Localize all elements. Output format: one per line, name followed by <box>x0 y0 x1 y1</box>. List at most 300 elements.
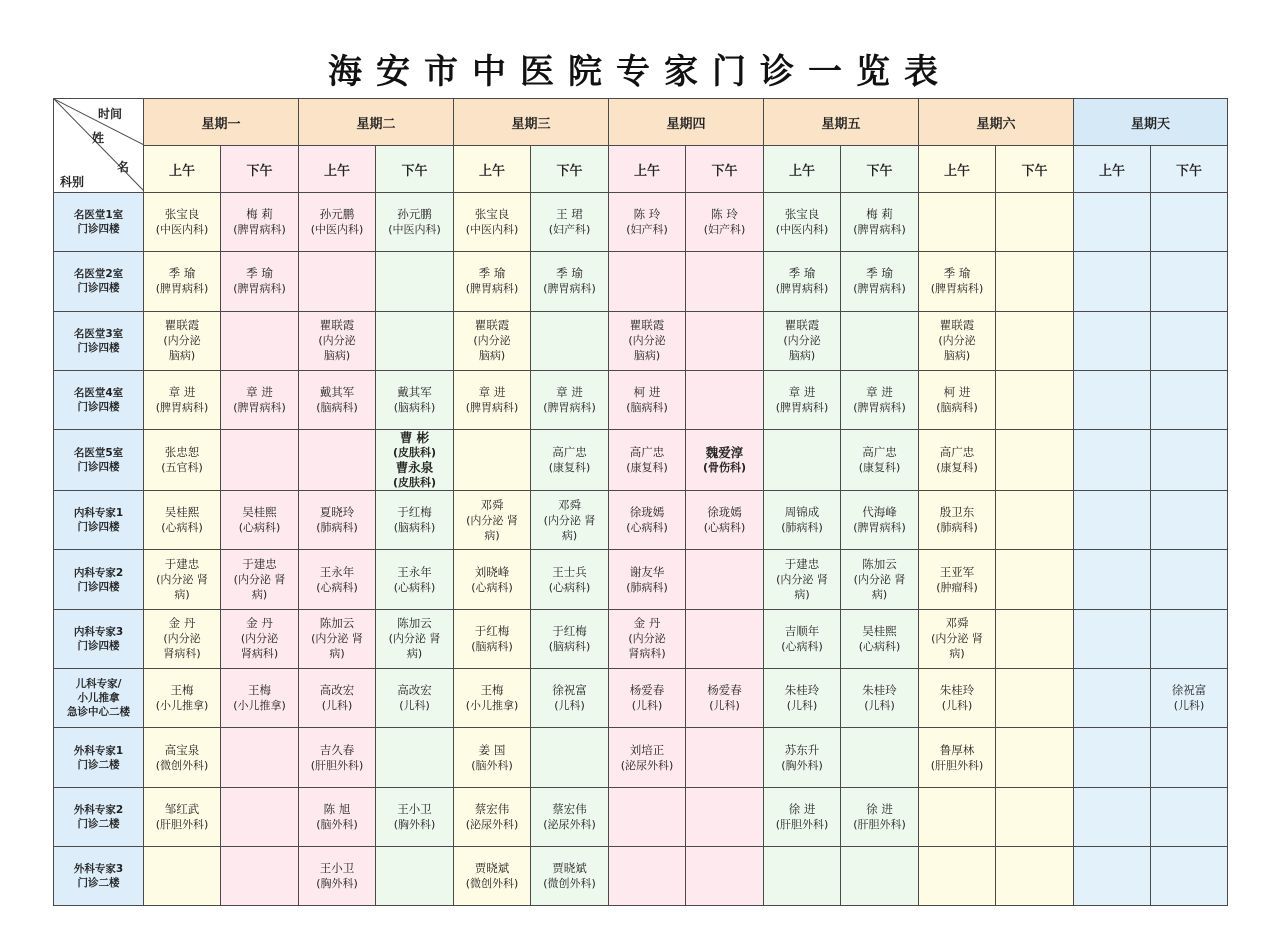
specialty: (泌尿外科) <box>543 817 596 831</box>
schedule-cell <box>454 370 531 429</box>
schedule-cell <box>144 787 221 846</box>
doctor-name: 章 进 <box>788 385 816 400</box>
schedule-cell <box>1074 609 1151 668</box>
doctor-name: 徐祝富 <box>1171 683 1207 698</box>
doctor-name: 杨爱春 <box>707 683 742 698</box>
schedule-cell <box>1074 193 1151 252</box>
schedule-cell <box>531 728 609 787</box>
doctor-name: 朱桂玲 <box>939 683 975 698</box>
doctor-name: 孙元鹏 <box>397 207 432 222</box>
schedule-cell <box>1074 787 1151 846</box>
schedule-cell <box>841 728 919 787</box>
schedule-row <box>54 491 1228 550</box>
specialty: (脑病科) <box>936 401 978 415</box>
specialty: (内分泌 <box>240 632 279 646</box>
schedule-cell <box>531 550 609 609</box>
schedule-cell <box>299 311 376 370</box>
specialty: (五官科) <box>161 461 203 475</box>
schedule-body <box>54 193 1228 906</box>
schedule-cell <box>686 193 764 252</box>
schedule-cell <box>1074 430 1151 491</box>
pm-header: 下午 <box>686 146 764 193</box>
doctor-name: 姜 国 <box>478 742 506 757</box>
schedule-cell <box>764 252 841 311</box>
schedule-cell <box>686 311 764 370</box>
schedule-cell <box>531 491 609 550</box>
schedule-cell <box>1074 370 1151 429</box>
room-label-line: 急诊中心二楼 <box>67 706 130 719</box>
schedule-cell <box>1074 669 1151 728</box>
specialty: 脑病) <box>633 349 661 363</box>
room-label-line: 门诊二楼 <box>77 877 120 890</box>
page-title: 海安市中医院专家门诊一览表 <box>328 52 952 92</box>
schedule-cell <box>299 193 376 252</box>
specialty: (脾胃病科) <box>775 401 829 415</box>
room-label <box>54 430 144 491</box>
schedule-cell <box>299 787 376 846</box>
corner-name-label-1: 姓 <box>92 131 105 145</box>
room-label <box>54 669 144 728</box>
doctor-name: 夏晓玲 <box>319 505 355 520</box>
room-label-line: 门诊四楼 <box>77 341 120 354</box>
specialty: (心病科) <box>781 639 823 653</box>
doctor-name: 鲁厚林 <box>939 742 975 757</box>
doctor-name: 谢友华 <box>629 564 665 579</box>
specialty: 病) <box>484 528 500 542</box>
schedule-cell <box>686 430 764 491</box>
specialty: (微创外科) <box>155 758 209 772</box>
doctor-name: 蔡宏伟 <box>552 801 587 816</box>
doctor-name: 于建忠 <box>164 557 200 572</box>
doctor-name: 邓舜 <box>558 497 581 512</box>
schedule-cell <box>1151 430 1228 491</box>
schedule-cell <box>299 430 376 491</box>
schedule-cell <box>1074 252 1151 311</box>
room-label-line: 外科专家2 <box>73 803 124 816</box>
doctor-name: 苏东升 <box>784 742 820 757</box>
specialty: (妇产科) <box>703 223 746 237</box>
specialty: (泌尿外科) <box>465 817 519 831</box>
doctor-name: 孙元鹏 <box>319 207 355 222</box>
schedule-cell <box>144 846 221 905</box>
specialty: (儿科) <box>709 699 740 713</box>
doctor-name: 于建忠 <box>242 557 277 572</box>
schedule-cell <box>841 193 919 252</box>
doctor-name: 高广忠 <box>862 445 897 460</box>
schedule-row <box>54 311 1228 370</box>
schedule-cell <box>841 370 919 429</box>
specialty: (儿科) <box>786 699 818 713</box>
schedule-cell <box>996 193 1074 252</box>
specialty: (内分泌 肾 <box>853 573 906 587</box>
specialty: (内分泌 肾 <box>388 632 441 646</box>
schedule-cell <box>144 550 221 609</box>
corner-dept-label: 科别 <box>60 175 85 189</box>
doctor-name: 徐珑嫣 <box>629 505 665 520</box>
doctor-name: 高广忠 <box>552 445 587 460</box>
doctor-name: 陈 玲 <box>633 207 661 222</box>
schedule-cell <box>299 252 376 311</box>
doctor-name: 季 瑜 <box>788 266 816 281</box>
doctor-name: 魏爱淳 <box>705 445 744 461</box>
schedule-cell <box>919 311 996 370</box>
specialty: (脑外科) <box>316 817 358 831</box>
schedule-cell <box>996 311 1074 370</box>
pm-header: 下午 <box>1151 146 1228 193</box>
schedule-cell <box>686 728 764 787</box>
room-label-line: 门诊四楼 <box>77 223 120 236</box>
doctor-name: 张忠恕 <box>164 445 200 460</box>
specialty: (儿科) <box>941 699 973 713</box>
specialty: (肺病科) <box>626 580 668 594</box>
room-label <box>54 846 144 905</box>
day-header-row <box>54 99 1228 146</box>
schedule-cell <box>376 787 454 846</box>
specialty: (儿科) <box>1173 699 1205 713</box>
doctor-name: 徐珑嫣 <box>707 505 742 520</box>
schedule-cell <box>1151 193 1228 252</box>
schedule-cell <box>1151 787 1228 846</box>
doctor-name: 瞿联霞 <box>939 318 975 333</box>
specialty: (儿科) <box>864 699 895 713</box>
schedule-cell <box>221 550 299 609</box>
half-day-header-row <box>54 146 1228 193</box>
specialty: (内分泌 肾 <box>776 573 828 587</box>
schedule-cell <box>144 609 221 668</box>
specialty: (心病科) <box>548 580 591 594</box>
schedule-cell <box>996 370 1074 429</box>
specialty: (脾胃病科) <box>543 282 596 296</box>
schedule-cell <box>996 609 1074 668</box>
doctor-name: 刘晓峰 <box>474 564 510 579</box>
schedule-table <box>53 98 1228 906</box>
doctor-name: 贾晓斌 <box>474 861 510 876</box>
schedule-cell <box>1151 370 1228 429</box>
doctor-name: 柯 进 <box>943 385 971 400</box>
doctor-name: 高宝泉 <box>164 742 200 757</box>
room-label <box>54 370 144 429</box>
specialty: (内分泌 <box>783 334 821 348</box>
specialty: (脾胃病科) <box>155 282 209 296</box>
doctor-name: 王梅 <box>480 683 504 698</box>
doctor-name: 陈加云 <box>862 557 897 572</box>
schedule-cell <box>144 370 221 429</box>
doctor-name: 陈 玲 <box>711 207 738 222</box>
schedule-cell <box>376 846 454 905</box>
doctor-name: 瞿联霞 <box>629 318 665 333</box>
schedule-row <box>54 669 1228 728</box>
doctor-name: 陈加云 <box>397 616 432 631</box>
specialty: (肝胆外科) <box>155 817 209 831</box>
schedule-cell <box>531 669 609 728</box>
schedule-cell <box>376 252 454 311</box>
corner-time-label: 时间 <box>98 107 123 121</box>
schedule-cell <box>764 430 841 491</box>
schedule-cell <box>996 669 1074 728</box>
room-label-line: 门诊四楼 <box>77 282 120 295</box>
schedule-cell <box>686 609 764 668</box>
specialty: (内分泌 <box>163 632 201 646</box>
schedule-row <box>54 370 1228 429</box>
doctor-name: 王梅 <box>170 683 194 698</box>
schedule-cell <box>686 669 764 728</box>
pm-header: 下午 <box>531 146 609 193</box>
am-header: 上午 <box>454 146 531 193</box>
doctor-name: 陈加云 <box>319 616 355 631</box>
doctor-name: 于红梅 <box>552 623 587 638</box>
schedule-cell <box>919 846 996 905</box>
room-label-line: 名医堂3室 <box>73 327 124 340</box>
doctor-name: 曹永泉 <box>395 460 434 476</box>
doctor-name: 金 丹 <box>168 616 196 631</box>
schedule-cell <box>221 609 299 668</box>
schedule-cell <box>609 430 686 491</box>
schedule-cell <box>1151 609 1228 668</box>
schedule-cell <box>221 252 299 311</box>
schedule-cell <box>1074 728 1151 787</box>
schedule-cell <box>609 787 686 846</box>
schedule-cell <box>764 311 841 370</box>
room-label-line: 门诊四楼 <box>77 521 120 534</box>
doctor-name: 吴桂熙 <box>242 505 277 520</box>
doctor-name: 徐祝富 <box>552 683 587 698</box>
doctor-name: 高改宏 <box>319 683 355 698</box>
schedule-cell <box>1074 311 1151 370</box>
room-label <box>54 252 144 311</box>
schedule-cell <box>1074 846 1151 905</box>
specialty: (脾胃病科) <box>465 401 519 415</box>
specialty: 肾病科) <box>163 647 201 661</box>
schedule-row <box>54 787 1228 846</box>
schedule-cell <box>1151 311 1228 370</box>
room-label <box>54 787 144 846</box>
specialty: 脑病) <box>788 349 816 363</box>
specialty: (胸外科) <box>393 817 436 831</box>
room-label-line: 名医堂5室 <box>73 447 124 460</box>
schedule-cell <box>454 491 531 550</box>
schedule-cell <box>996 491 1074 550</box>
specialty: (脑病科) <box>548 639 591 653</box>
schedule-cell <box>376 669 454 728</box>
specialty: 病) <box>794 588 810 602</box>
specialty: (内分泌 <box>473 334 511 348</box>
doctor-name: 吴桂熙 <box>862 623 897 638</box>
doctor-name: 代海峰 <box>862 505 897 520</box>
schedule-cell <box>919 787 996 846</box>
schedule-cell <box>531 193 609 252</box>
schedule-cell <box>609 491 686 550</box>
room-label-line: 门诊二楼 <box>77 817 120 830</box>
schedule-cell <box>299 669 376 728</box>
schedule-cell <box>841 252 919 311</box>
doctor-name: 高广忠 <box>939 445 975 460</box>
specialty: (中医内科) <box>388 223 441 237</box>
schedule-cell <box>144 193 221 252</box>
schedule-cell <box>764 193 841 252</box>
specialty: (儿科) <box>399 699 430 713</box>
specialty: (胸外科) <box>781 758 823 772</box>
specialty: (康复科) <box>548 461 591 475</box>
schedule-row <box>54 193 1228 252</box>
room-label-line: 内科专家2 <box>73 566 124 579</box>
schedule-cell <box>764 728 841 787</box>
specialty: (心病科) <box>471 580 513 594</box>
room-label <box>54 311 144 370</box>
specialty: (康复科) <box>936 461 978 475</box>
specialty: (内分泌 <box>628 632 666 646</box>
specialty: 病) <box>251 588 268 602</box>
specialty: 脑病) <box>168 349 196 363</box>
specialty: (内分泌 肾 <box>233 573 286 587</box>
schedule-cell <box>919 491 996 550</box>
specialty: (心病科) <box>703 521 746 535</box>
schedule-cell <box>996 728 1074 787</box>
doctor-name: 瞿联霞 <box>474 318 510 333</box>
day-header-3: 星期三 <box>454 99 609 146</box>
schedule-cell <box>1151 252 1228 311</box>
schedule-cell <box>686 491 764 550</box>
room-label-line: 小儿推拿 <box>77 692 120 705</box>
doctor-name: 梅 莉 <box>866 207 893 222</box>
schedule-cell <box>454 430 531 491</box>
schedule-cell <box>454 669 531 728</box>
specialty: (皮肤科) <box>392 476 437 490</box>
specialty: (心病科) <box>238 521 281 535</box>
schedule-cell <box>531 846 609 905</box>
schedule-cell <box>531 252 609 311</box>
doctor-name: 瞿联霞 <box>784 318 820 333</box>
schedule-cell <box>686 550 764 609</box>
specialty: (康复科) <box>626 461 668 475</box>
specialty: (肿瘤科) <box>936 580 978 594</box>
schedule-cell <box>609 846 686 905</box>
room-label-line: 儿科专家/ <box>75 678 122 691</box>
schedule-cell <box>919 728 996 787</box>
schedule-cell <box>299 370 376 429</box>
doctor-name: 季 瑜 <box>246 266 273 281</box>
schedule-cell <box>841 430 919 491</box>
room-label-line: 名医堂1室 <box>73 209 124 222</box>
doctor-name: 季 瑜 <box>943 266 971 281</box>
specialty: (内分泌 肾 <box>156 573 208 587</box>
doctor-name: 曹 彬 <box>399 430 430 446</box>
schedule-cell <box>299 728 376 787</box>
room-label <box>54 193 144 252</box>
specialty: (中医内科) <box>155 223 209 237</box>
day-header-2: 星期二 <box>299 99 454 146</box>
schedule-row <box>54 609 1228 668</box>
am-header: 上午 <box>609 146 686 193</box>
specialty: (脾胃病科) <box>543 401 596 415</box>
doctor-name: 王永年 <box>397 564 432 579</box>
schedule-cell <box>919 370 996 429</box>
doctor-name: 吉久春 <box>319 742 355 757</box>
specialty: (脾胃病科) <box>233 282 286 296</box>
doctor-name: 王小卫 <box>397 801 432 816</box>
doctor-name: 徐 进 <box>788 801 816 816</box>
schedule-cell <box>1151 669 1228 728</box>
schedule-cell <box>454 252 531 311</box>
schedule-cell <box>764 787 841 846</box>
room-label-line: 名医堂4室 <box>73 387 124 400</box>
pm-header: 下午 <box>376 146 454 193</box>
doctor-name: 戴其军 <box>397 385 432 400</box>
doctor-name: 于红梅 <box>474 623 510 638</box>
schedule-cell <box>1151 491 1228 550</box>
doctor-name: 梅 莉 <box>246 207 273 222</box>
doctor-name: 高广忠 <box>629 445 665 460</box>
pm-header: 下午 <box>996 146 1074 193</box>
schedule-cell <box>841 311 919 370</box>
specialty: (心病科) <box>626 521 668 535</box>
schedule-cell <box>1151 846 1228 905</box>
doctor-name: 章 进 <box>866 385 893 400</box>
corner-header <box>54 99 144 193</box>
room-label-line: 门诊四楼 <box>77 401 120 414</box>
doctor-name: 季 瑜 <box>478 266 506 281</box>
specialty: (肝胆外科) <box>775 817 829 831</box>
schedule-cell <box>841 846 919 905</box>
room-label-line: 门诊四楼 <box>77 580 120 593</box>
specialty: (儿科) <box>321 699 353 713</box>
schedule-row <box>54 252 1228 311</box>
doctor-name: 邓舜 <box>945 616 969 631</box>
doctor-name: 张宝良 <box>784 207 820 222</box>
schedule-cell <box>841 669 919 728</box>
doctor-name: 殷卫东 <box>939 505 975 520</box>
specialty: (脾胃病科) <box>233 401 286 415</box>
room-label-line: 内科专家3 <box>73 625 124 638</box>
schedule-cell <box>376 430 454 491</box>
room-label-line: 门诊二楼 <box>77 758 120 771</box>
schedule-cell <box>764 370 841 429</box>
schedule-cell <box>609 609 686 668</box>
schedule-row <box>54 430 1228 491</box>
schedule-cell <box>144 491 221 550</box>
specialty: 病) <box>406 647 423 661</box>
doctor-name: 瞿联霞 <box>319 318 355 333</box>
doctor-name: 杨爱春 <box>629 683 665 698</box>
specialty: (内分泌 <box>628 334 666 348</box>
doctor-name: 季 瑜 <box>168 266 196 281</box>
specialty: 脑病) <box>943 349 971 363</box>
schedule-cell <box>531 370 609 429</box>
schedule-cell <box>841 491 919 550</box>
am-header: 上午 <box>764 146 841 193</box>
schedule-cell <box>841 609 919 668</box>
schedule-cell <box>221 491 299 550</box>
schedule-cell <box>376 609 454 668</box>
day-header-7: 星期天 <box>1074 99 1228 146</box>
doctor-name: 季 瑜 <box>866 266 893 281</box>
doctor-name: 吉顺年 <box>784 623 820 638</box>
schedule-cell <box>841 550 919 609</box>
doctor-name: 贾晓斌 <box>552 861 587 876</box>
schedule-cell <box>609 669 686 728</box>
specialty: (脾胃病科) <box>233 223 286 237</box>
specialty: 脑病) <box>478 349 506 363</box>
schedule-cell <box>454 311 531 370</box>
schedule-cell <box>996 550 1074 609</box>
schedule-cell <box>454 787 531 846</box>
specialty: (脑病科) <box>626 401 668 415</box>
schedule-cell <box>221 669 299 728</box>
specialty: (脾胃病科) <box>853 223 906 237</box>
am-header: 上午 <box>144 146 221 193</box>
schedule-cell <box>841 787 919 846</box>
specialty: (小儿推拿) <box>155 699 209 713</box>
doctor-name: 朱桂玲 <box>784 683 820 698</box>
